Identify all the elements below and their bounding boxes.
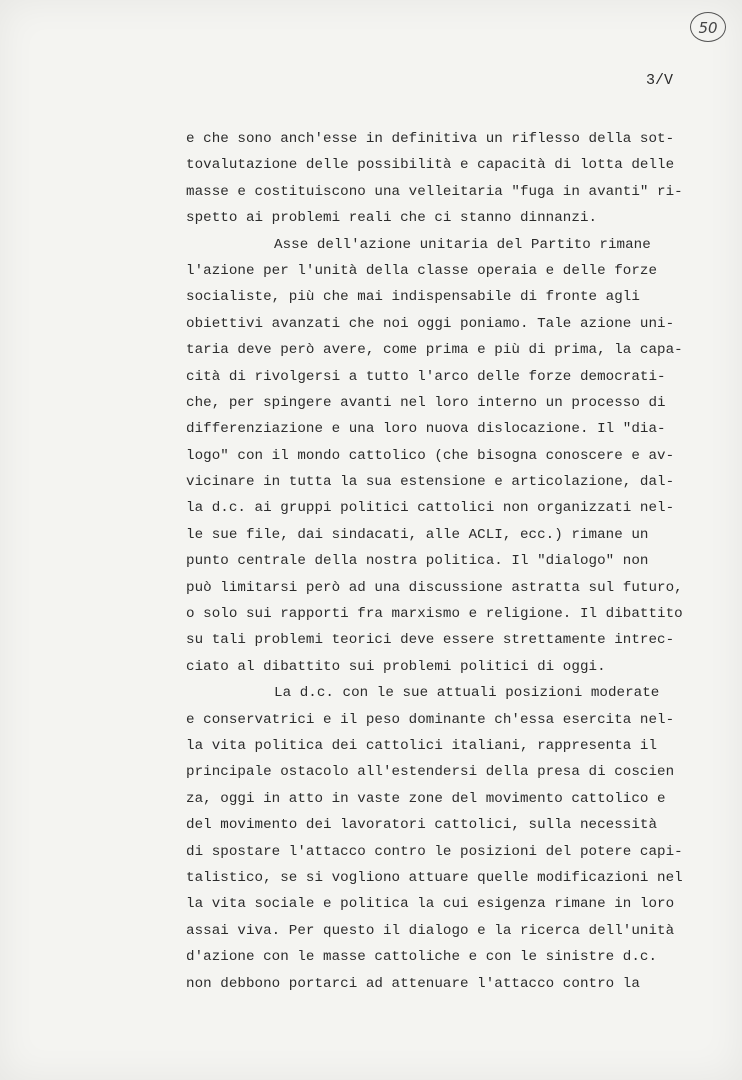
text-line: di spostare l'attacco contro le posizioni del potere capi- (186, 843, 683, 860)
text-line: assai viva. Per questo il dialogo e la ricerca dell'unità (186, 922, 675, 939)
text-line: la vita sociale e politica la cui esigenza rimane in loro (186, 896, 675, 913)
text-line: obiettivi avanzati che noi oggi poniamo. Tale azione uni- (186, 315, 675, 332)
text-line: su tali problemi teorici deve essere strettamente intrec- (186, 632, 675, 649)
text-line: principale ostacolo all'estendersi della presa di coscien (186, 764, 675, 781)
text-line: talistico, se si vogliono attuare quelle modificazioni nel (186, 869, 683, 886)
text-line: e che sono anch'esse in definitiva un riflesso della sot- (186, 131, 675, 147)
text-line: può limitarsi però ad una discussione astratta sul futuro, (186, 579, 683, 596)
text-line: spetto ai problemi reali che ci stanno dinnanzi. (186, 210, 598, 227)
body-text (186, 126, 706, 997)
text-line: la vita politica dei cattolici italiani, rappresenta il (186, 737, 658, 754)
text-line: cità di rivolgersi a tutto l'arco delle forze democrati- (186, 368, 666, 385)
text-line: del movimento dei lavoratori cattolici, sulla necessità (186, 817, 658, 834)
text-line: taria deve però avere, come prima e più di prima, la capa- (186, 342, 683, 359)
text-line: vicinare in tutta la sua estensione e articolazione, dal- (186, 474, 675, 491)
text-line: punto centrale della nostra politica. Il "dialogo" non (186, 553, 649, 570)
text-line: non debbono portarci ad attenuare l'attacco contro la (186, 975, 640, 992)
text-line: d'azione con le masse cattoliche e con le sinistre d.c. (186, 949, 658, 966)
text-line: socialiste, più che mai indispensabile di fronte agli (186, 289, 640, 306)
text-line: l'azione per l'unità della classe operaia e delle forze (186, 262, 658, 279)
text-line: logo" con il mondo cattolico (che bisogna conoscere e av- (186, 447, 675, 464)
text-line: tovalutazione delle possibilità e capacità di lotta delle (186, 157, 675, 174)
text-line: masse e costituiscono una velleitaria "fuga in avanti" ri- (186, 183, 683, 200)
page-stamp: 50 (690, 12, 726, 42)
text-line: le sue file, dai sindacati, alle ACLI, ecc.) rimane un (186, 526, 649, 543)
text-line: e conservatrici e il peso dominante ch'essa esercita nel- (186, 711, 675, 728)
text-line: za, oggi in atto in vaste zone del movimento cattolico e (186, 790, 666, 807)
text-line: differenziazione e una loro nuova dislocazione. Il "dia- (186, 421, 666, 438)
text-line: che, per spingere avanti nel loro interno un processo di (186, 394, 666, 411)
text-line: la d.c. ai gruppi politici cattolici non organizzati nel- (186, 500, 675, 517)
text-line: ciato al dibattito sui problemi politici di oggi. (186, 658, 606, 675)
paragraph-start-line: Asse dell'azione unitaria del Partito rimane (274, 236, 651, 253)
paragraph-start-line: La d.c. con le sue attuali posizioni moderate (274, 685, 660, 702)
text-line: o solo sui rapporti fra marxismo e religione. Il dibattito (186, 606, 683, 623)
page-number: 3/V (646, 72, 674, 89)
